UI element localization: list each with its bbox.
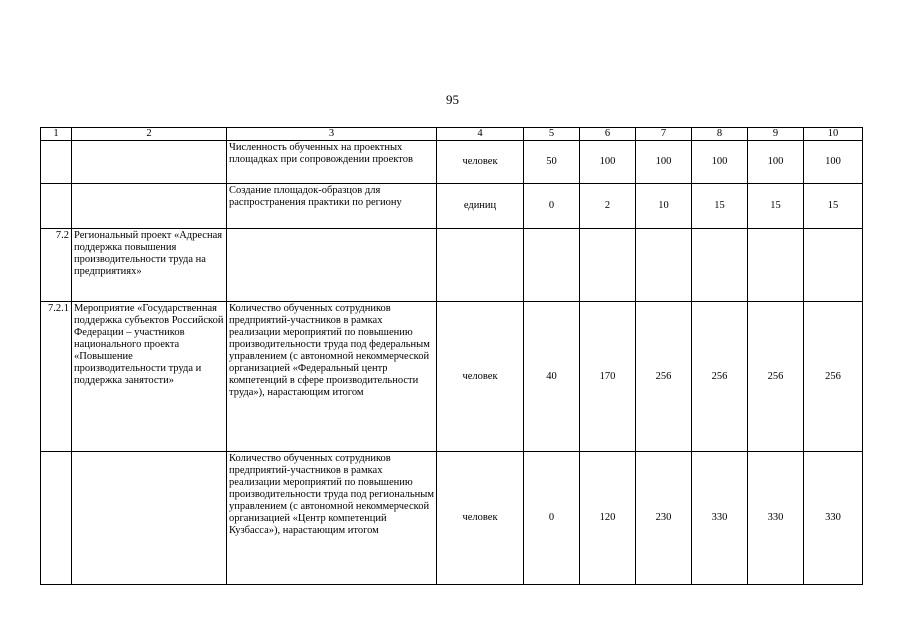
row-unit: человек: [437, 302, 524, 452]
column-number: 2: [72, 128, 227, 141]
row-value: [804, 229, 863, 302]
row-value: 330: [692, 452, 748, 585]
row-value: 100: [580, 141, 636, 184]
row-value: 15: [692, 184, 748, 229]
row-value: 230: [636, 452, 692, 585]
indicators-table: [40, 127, 863, 585]
row-code: 7.2: [41, 229, 72, 302]
row-value: 256: [804, 302, 863, 452]
row-unit: человек: [437, 452, 524, 585]
row-value: 330: [748, 452, 804, 585]
row-value: 256: [748, 302, 804, 452]
row-value: 15: [748, 184, 804, 229]
row-value: 40: [524, 302, 580, 452]
column-number: 3: [227, 128, 437, 141]
row-value: 120: [580, 452, 636, 585]
column-number: 8: [692, 128, 748, 141]
row-value: 100: [692, 141, 748, 184]
table-row: [41, 141, 863, 184]
column-number: 5: [524, 128, 580, 141]
column-number: 6: [580, 128, 636, 141]
page-number: 95: [446, 92, 459, 107]
row-value: 0: [524, 452, 580, 585]
row-name: Мероприятие «Государственная поддержка субъектов Российской Федерации – участников национального проекта «Повышение производительности труда и поддержка занятости»: [72, 302, 227, 452]
table-row: [41, 452, 863, 585]
row-value: [748, 229, 804, 302]
row-value: 100: [748, 141, 804, 184]
row-value: 170: [580, 302, 636, 452]
table-row: [41, 229, 863, 302]
row-name: Региональный проект «Адресная поддержка повышения производительности труда на предприятиях»: [72, 229, 227, 302]
row-value: 0: [524, 184, 580, 229]
row-indicator: Количество обученных сотрудников предприятий-участников в рамках реализации мероприятий по повышению производительности труда под региональным управлением (с автономной некоммерческой организацией «Центр компетенций Кузбасса»), нарастающим итогом: [227, 452, 437, 585]
row-unit: единиц: [437, 184, 524, 229]
row-value: [636, 229, 692, 302]
row-code: [41, 184, 72, 229]
row-code: 7.2.1: [41, 302, 72, 452]
row-value: 15: [804, 184, 863, 229]
column-number: 4: [437, 128, 524, 141]
column-number: 9: [748, 128, 804, 141]
row-name: [72, 141, 227, 184]
row-name: [72, 452, 227, 585]
row-name: [72, 184, 227, 229]
row-value: [524, 229, 580, 302]
row-code: [41, 141, 72, 184]
row-code: [41, 452, 72, 585]
row-indicator: [227, 229, 437, 302]
row-value: 256: [636, 302, 692, 452]
row-value: 50: [524, 141, 580, 184]
column-number: 7: [636, 128, 692, 141]
row-value: 256: [692, 302, 748, 452]
column-number: 10: [804, 128, 863, 141]
table-row: [41, 302, 863, 452]
row-value: 100: [636, 141, 692, 184]
row-value: [580, 229, 636, 302]
row-value: 100: [804, 141, 863, 184]
row-unit: [437, 229, 524, 302]
table-row: [41, 184, 863, 229]
row-indicator: Численность обученных на проектных площадках при сопровождении проектов: [227, 141, 437, 184]
column-number: 1: [41, 128, 72, 141]
row-indicator: Создание площадок-образцов для распространения практики по региону: [227, 184, 437, 229]
row-value: 330: [804, 452, 863, 585]
column-number-row: [41, 128, 863, 141]
row-indicator: Количество обученных сотрудников предприятий-участников в рамках реализации мероприятий по повышению производительности труда под федеральным управлением (с автономной некоммерческой организацией «Федеральный центр компетенций в сфере производительности труда»), нарастающим итогом: [227, 302, 437, 452]
row-value: [692, 229, 748, 302]
row-value: 10: [636, 184, 692, 229]
row-unit: человек: [437, 141, 524, 184]
row-value: 2: [580, 184, 636, 229]
